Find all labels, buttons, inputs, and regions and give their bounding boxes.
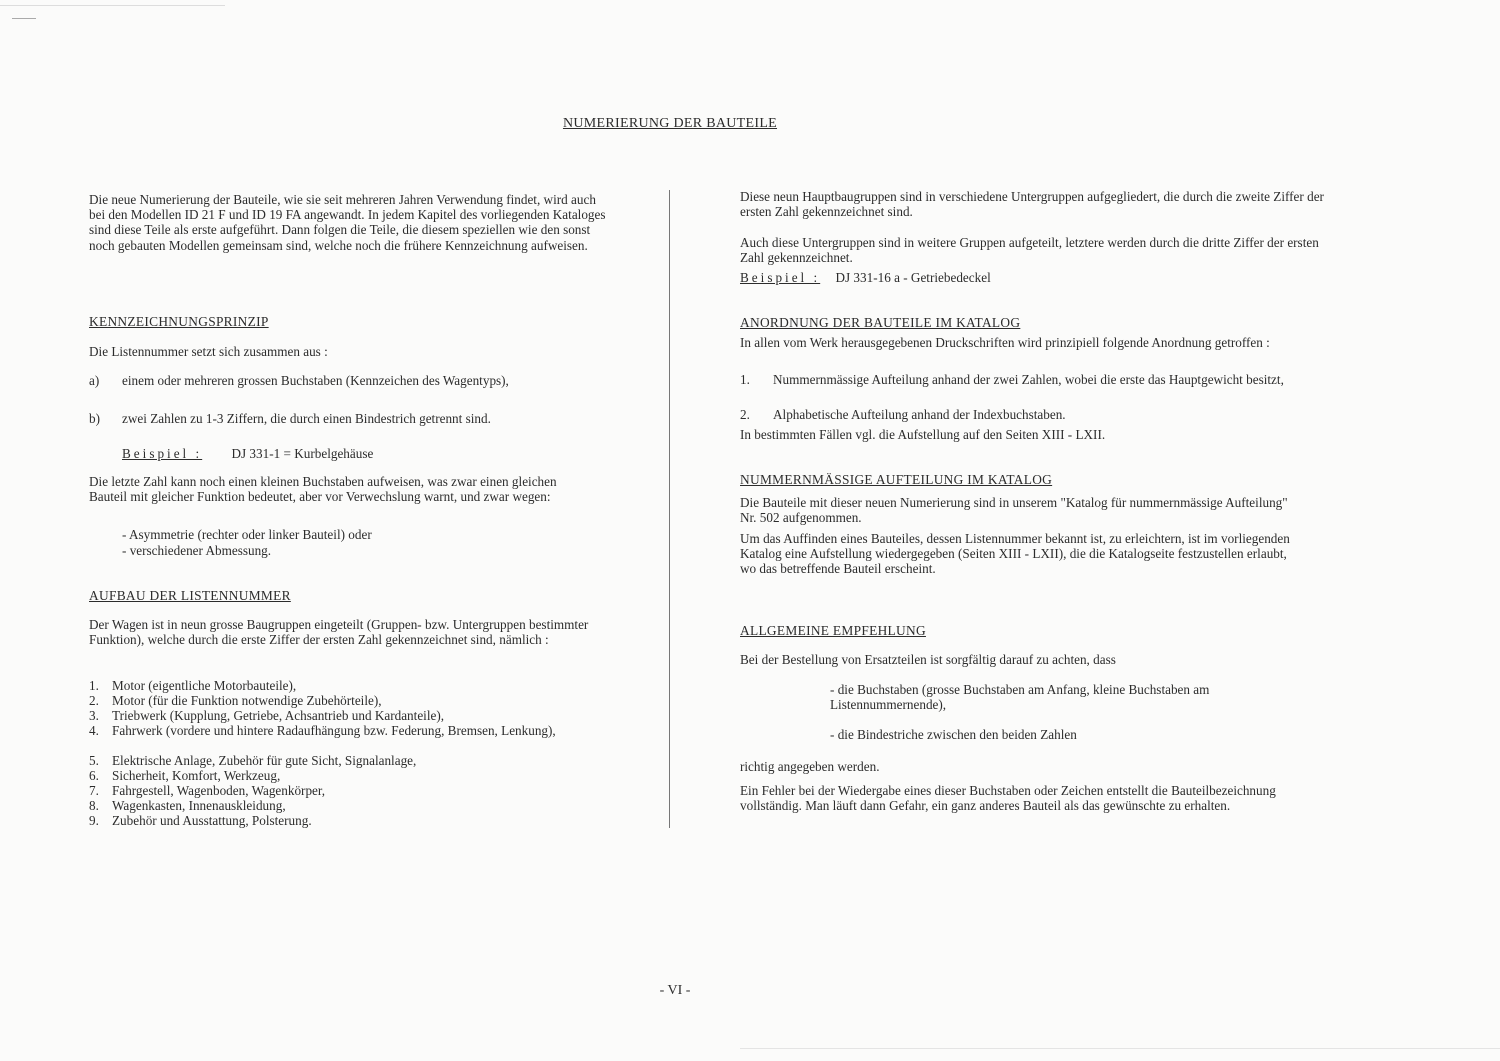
list-item-label: 5. — [89, 753, 99, 768]
beispiel-label: Beispiel : — [740, 270, 821, 285]
beispiel-label: Beispiel : — [122, 446, 203, 461]
list-item-text: Wagenkasten, Innenauskleidung, — [112, 798, 286, 813]
list-item-label: 3. — [89, 708, 99, 723]
richtig-paragraph: richtig angegeben werden. — [740, 759, 880, 774]
list-item-label: 2. — [740, 407, 750, 422]
heading-anordnung-im-katalog: ANORDNUNG DER BAUTEILE IM KATALOG — [740, 315, 1021, 330]
dash-item: - die Buchstaben (grosse Buchstaben am Anfang, kleine Buchstaben am Listennummernende), — [830, 682, 1210, 713]
list-item-label: 8. — [89, 798, 99, 813]
beispiel-text: DJ 331-16 a - Getriebedeckel — [835, 270, 991, 285]
list-item-label: 2. — [89, 693, 99, 708]
nummern-paragraph-1: Die Bauteile mit dieser neuen Numerierung sind in unserem "Katalog für nummernmässige Aufteilung" Nr. 502 aufgenommen. — [740, 495, 1288, 526]
list-item-text: Triebwerk (Kupplung, Getriebe, Achsantrieb und Kardanteile), — [112, 708, 445, 723]
beispiel-text: DJ 331-1 = Kurbelgehäuse — [231, 446, 374, 461]
list-item-text: Elektrische Anlage, Zubehör für gute Sicht, Signalanlage, — [112, 753, 417, 768]
page-title: NUMERIERUNG DER BAUTEILE — [562, 116, 778, 131]
list-item-text: Alphabetische Aufteilung anhand der Indexbuchstaben. — [773, 407, 1066, 422]
dash-item: - Asymmetrie (rechter oder linker Bauteil) oder — [122, 527, 372, 542]
dash-item: - die Bindestriche zwischen den beiden Zahlen — [830, 727, 1077, 742]
list-item-text: zwei Zahlen zu 1-3 Ziffern, die durch einen Bindestrich getrennt sind. — [122, 411, 491, 426]
column-divider — [669, 190, 670, 828]
anordnung-tail: In bestimmten Fällen vgl. die Aufstellung auf den Seiten XIII - LXII. — [740, 427, 1106, 442]
nummern-paragraph-2: Um das Auffinden eines Bauteiles, dessen Listennummer bekannt ist, zu erleichtern, ist im vorliegenden Katalog eine Aufstellung wiedergegeben (Seiten XIII - LXII), die die Katalogseite festzustellen erlaubt, wo das betreffende Bauteil erscheint. — [740, 531, 1290, 577]
intro-paragraph: Die neue Numerierung der Bauteile, wie sie seit mehreren Jahren Verwendung findet, wird auch bei den Modellen ID 21 F und ID 19 FA angewandt. In jedem Kapitel des vorliegenden Kataloges sind diese Teile als erste aufgeführt. Dann folgen die Teile, die diesem speziellen wie den sonst noch gebauten Modellen gemeinsam sind, welche noch die frühere Kennzeichnung aufweisen. — [89, 192, 606, 253]
list-item-text: Fahrwerk (vordere und hintere Radaufhängung bzw. Federung, Bremsen, Lenkung), — [112, 723, 556, 738]
list-item-label: 1. — [89, 678, 99, 693]
heading-kennzeichnungsprinzip: KENNZEICHNUNGSPRINZIP — [89, 314, 269, 329]
list-item-label: 7. — [89, 783, 99, 798]
list-item-label: 1. — [740, 372, 750, 387]
aufbau-lead: Der Wagen ist in neun grosse Baugruppen eingeteilt (Gruppen- bzw. Untergruppen bestimmter Funktion), welche durch die erste Ziffer der ersten Zahl gekennzeichnet sind, nämlich : — [89, 617, 589, 648]
heading-nummernmaessige-aufteilung: NUMMERNMÄSSIGE AUFTEILUNG IM KATALOG — [740, 472, 1053, 487]
list-item-label: a) — [89, 373, 100, 388]
list-item-text: Motor (eigentliche Motorbauteile), — [112, 678, 297, 693]
heading-aufbau-der-listennummer: AUFBAU DER LISTENNUMMER — [89, 588, 291, 603]
empfehlung-lead: Bei der Bestellung von Ersatzteilen ist sorgfältig darauf zu achten, dass — [740, 652, 1116, 667]
list-item-label: 4. — [89, 723, 99, 738]
dash-item: - verschiedener Abmessung. — [122, 543, 272, 558]
list-item-text: Sicherheit, Komfort, Werkzeug, — [112, 768, 281, 783]
kennzeichnung-note: Die letzte Zahl kann noch einen kleinen Buchstaben aufweisen, was zwar einen gleichen Bauteil mit gleicher Funktion bedeutet, aber vor Verwechslung warnt, und zwar wegen: — [89, 474, 557, 505]
hauptbaugruppen-paragraph: Diese neun Hauptbaugruppen sind in verschiedene Untergruppen aufgegliedert, die durch die zweite Ziffer der ersten Zahl gekennzeichnet sind. — [740, 189, 1324, 220]
kennzeichnung-lead: Die Listennummer setzt sich zusammen aus : — [89, 344, 328, 359]
list-item-label: 9. — [89, 813, 99, 828]
list-item-label: 6. — [89, 768, 99, 783]
scan-edge-line — [0, 5, 225, 6]
list-item-text: Motor (für die Funktion notwendige Zubehörteile), — [112, 693, 382, 708]
heading-allgemeine-empfehlung: ALLGEMEINE EMPFEHLUNG — [740, 623, 926, 638]
beispiel-line-right — [740, 270, 991, 285]
anordnung-lead: In allen vom Werk herausgegebenen Druckschriften wird prinzipiell folgende Anordnung getroffen : — [740, 335, 1270, 350]
list-item-text: Fahrgestell, Wagenboden, Wagenkörper, — [112, 783, 326, 798]
list-item-text: Nummernmässige Aufteilung anhand der zwei Zahlen, wobei die erste das Hauptgewicht besitzt, — [773, 372, 1284, 387]
list-item-text: einem oder mehreren grossen Buchstaben (Kennzeichen des Wagentyps), — [122, 373, 509, 388]
list-item-label: b) — [89, 411, 100, 426]
untergruppen-paragraph: Auch diese Untergruppen sind in weitere Gruppen aufgeteilt, letztere werden durch die dritte Ziffer der ersten Zahl gekennzeichnet. — [740, 235, 1319, 266]
fehler-paragraph: Ein Fehler bei der Wiedergabe eines dieser Buchstaben oder Zeichen entstellt die Bauteilbezeichnung vollständig. Man läuft dann Gefahr, ein ganz anderes Bauteil als das gewünschte zu erhalten. — [740, 783, 1276, 814]
page-number: - VI - — [659, 983, 691, 998]
list-item-text: Zubehör und Ausstattung, Polsterung. — [112, 813, 312, 828]
scan-edge-line — [740, 1048, 1500, 1049]
scan-corner-mark — [12, 18, 36, 19]
beispiel-line-left — [122, 446, 373, 461]
